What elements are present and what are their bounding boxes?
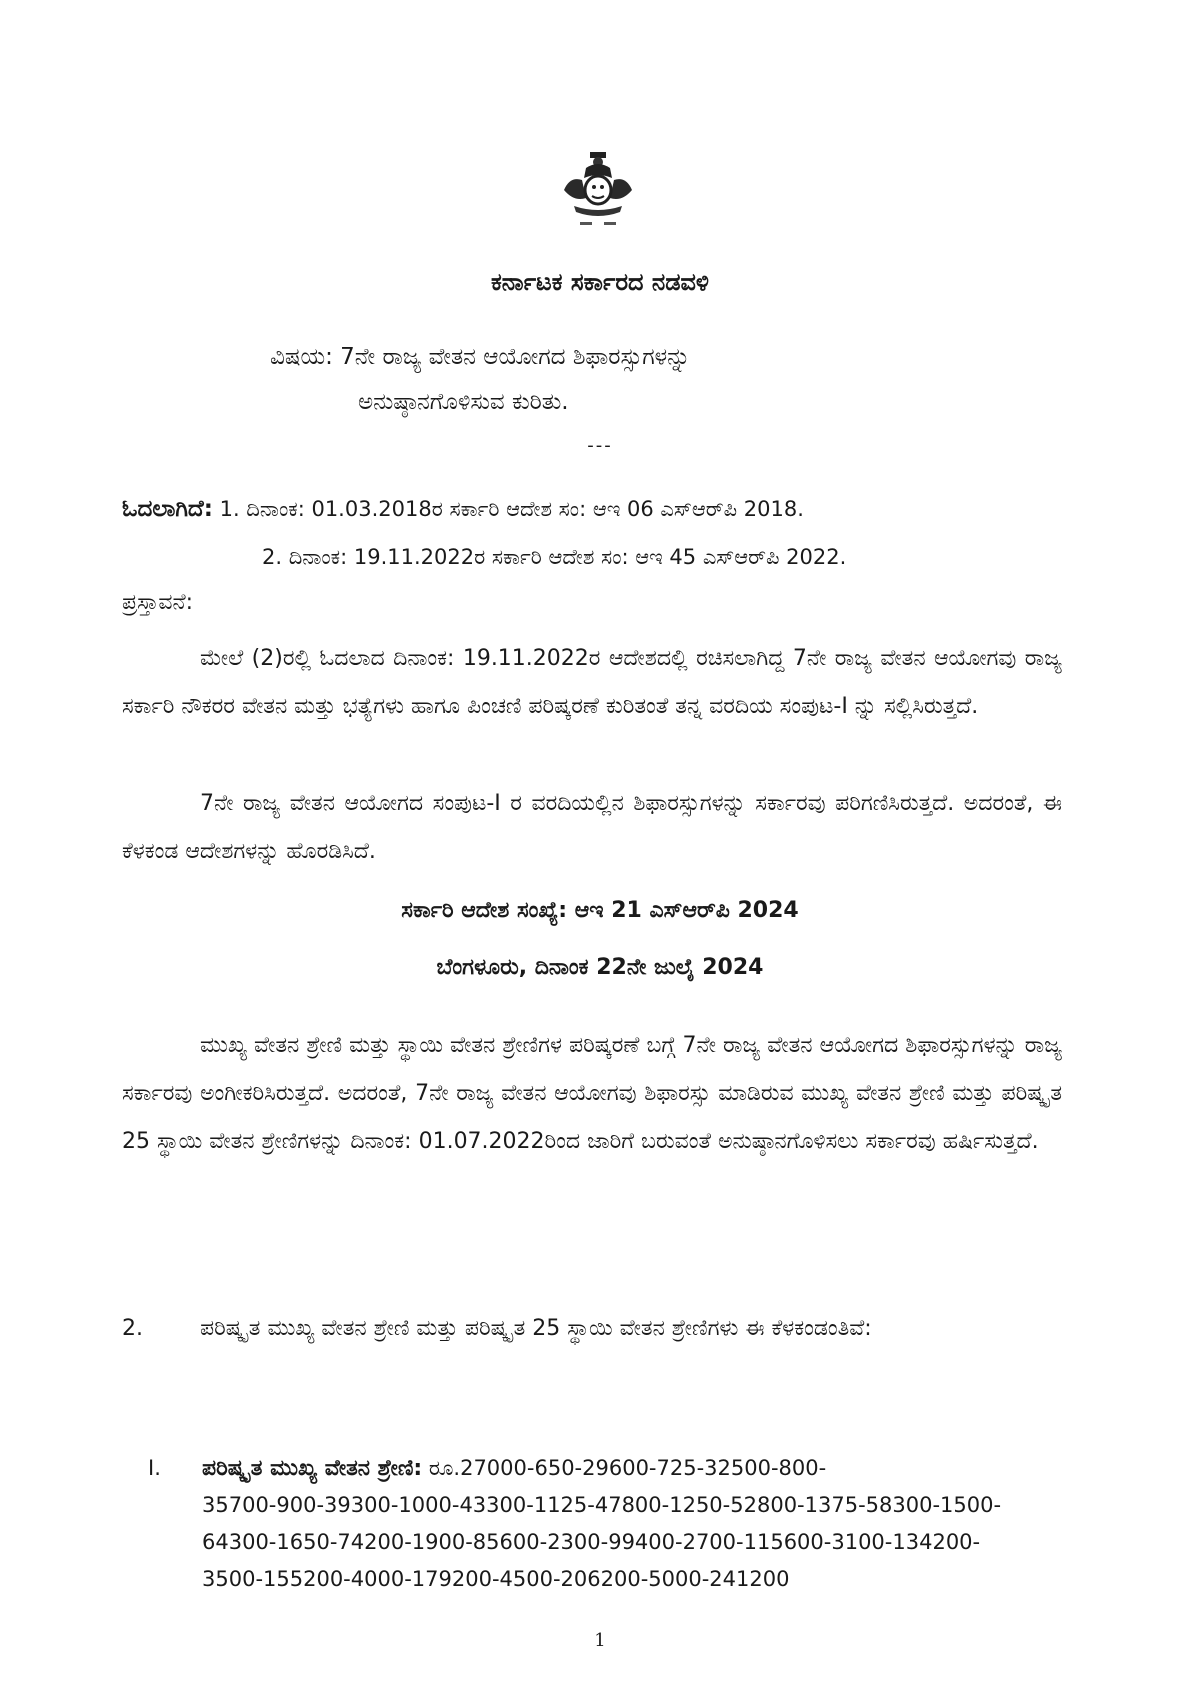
subject-block (270, 335, 990, 425)
subject-line-1: ವಿಷಯ: 7ನೇ ರಾಜ್ಯ ವೇತನ ಆಯೋಗದ ಶಿಫಾರಸ್ಸುಗಳನ್ನು (270, 344, 691, 370)
pay-scale-item (148, 1450, 1068, 1598)
pay-scale-line-3: 64300-1650-74200-1900-85600-2300-99400-2700-115600-3100-134200- (202, 1530, 981, 1554)
reference-item-1: 1. ದಿನಾಂಕ: 01.03.2018ರ ಸರ್ಕಾರಿ ಆದೇಶ ಸಂ: ಆಇ 06 ಎಸ್‌ಆರ್‌ಪಿ 2018. (219, 497, 804, 521)
paragraph-number: 2. (122, 1316, 143, 1341)
order-number: ಸರ್ಕಾರಿ ಆದೇಶ ಸಂಖ್ಯೆ: ಆಇ 21 ಎಸ್‌ಆರ್‌ಪಿ 2024 (401, 898, 799, 923)
preamble-paragraph-2: 7ನೇ ರಾಜ್ಯ ವೇತನ ಆಯೋಗದ ಸಂಪುಟ-I ರ ವರದಿಯಲ್ಲಿನ ಶಿಫಾರಸ್ಸುಗಳನ್ನು ಸರ್ಕಾರವು ಪರಿಗಣಿಸಿರುತ್ತದೆ. ಅದರಂತೆ, ಈ ಕೆಳಕಂಡ ಆದೇಶಗಳನ್ನು ಹೊರಡಿಸಿದೆ. (122, 791, 1062, 864)
pay-scale-title: ಪರಿಷ್ಕೃತ ಮುಖ್ಯ ವೇತನ ಶ್ರೇಣಿ: (202, 1456, 423, 1481)
order-place-date: ಬೆಂಗಳೂರು, ದಿನಾಂಕ 22ನೇ ಜುಲೈ 2024 (436, 955, 764, 980)
government-title: ಕರ್ನಾಟಕ ಸರ್ಕಾರದ ನಡವಳಿ (491, 268, 709, 296)
pay-scale-line-2: 35700-900-39300-1000-43300-1125-47800-1250-52800-1375-58300-1500- (202, 1493, 1002, 1517)
order-paragraph-2 (122, 1305, 1062, 1353)
order-paragraph-1: ಮುಖ್ಯ ವೇತನ ಶ್ರೇಣಿ ಮತ್ತು ಸ್ಥಾಯಿ ವೇತನ ಶ್ರೇಣಿಗಳ ಪರಿಷ್ಕರಣೆ ಬಗ್ಗೆ 7ನೇ ರಾಜ್ಯ ವೇತನ ಆಯೋಗದ ಶಿಫಾರಸ್ಸುಗಳನ್ನು ರಾಜ್ಯ ಸರ್ಕಾರವು ಅಂಗೀಕರಿಸಿರುತ್ತದೆ. ಅದರಂತೆ, 7ನೇ ರಾಜ್ಯ ವೇತನ ಆಯೋಗವು ಶಿಫಾರಸ್ಸು ಮಾಡಿರುವ ಮುಖ್ಯ ವೇತನ ಶ್ರೇಣಿ ಮತ್ತು ಪರಿಷ್ಕೃತ 25 ಸ್ಥಾಯಿ ವೇತನ ಶ್ರೇಣಿಗಳನ್ನು ದಿನಾಂಕ: 01.07.2022ರಿಂದ ಜಾರಿಗೆ ಬರುವಂತೆ ಅನುಷ್ಠಾನಗೊಳಿಸಲು ಸರ್ಕಾರವು ಹರ್ಷಿಸುತ್ತದೆ. (122, 1033, 1062, 1154)
reference-item-2: 2. ದಿನಾಂಕ: 19.11.2022ರ ಸರ್ಕಾರಿ ಆದೇಶ ಸಂ: ಆಇ 45 ಎಸ್‌ಆರ್‌ಪಿ 2022. (262, 545, 847, 569)
preamble-label: ಪ್ರಸ್ತಾವನೆ: (122, 590, 194, 615)
separator: --- (587, 435, 613, 456)
references-block (122, 485, 1082, 581)
pay-scale-line-4: 3500-155200-4000-179200-4500-206200-5000-241200 (202, 1567, 790, 1591)
page-number: 1 (594, 1630, 606, 1651)
subject-line-2: ಅನುಷ್ಠಾನಗೊಳಿಸುವ ಕುರಿತು. (358, 389, 569, 415)
karnataka-emblem-icon (556, 150, 640, 232)
pay-scale-roman-number: I. (148, 1456, 161, 1480)
preamble-paragraph-1: ಮೇಲೆ (2)ರಲ್ಲಿ ಓದಲಾದ ದಿನಾಂಕ: 19.11.2022ರ ಆದೇಶದಲ್ಲಿ ರಚಿಸಲಾಗಿದ್ದ 7ನೇ ರಾಜ್ಯ ವೇತನ ಆಯೋಗವು ರಾಜ್ಯ ಸರ್ಕಾರಿ ನೌಕರರ ವೇತನ ಮತ್ತು ಭತ್ಯೆಗಳು ಹಾಗೂ ಪಿಂಚಣಿ ಪರಿಷ್ಕರಣೆ ಕುರಿತಂತೆ ತನ್ನ ವರದಿಯ ಸಂಪುಟ-I ನ್ನು ಸಲ್ಲಿಸಿರುತ್ತದೆ. (122, 646, 1062, 719)
pay-scale-line-1: ರೂ.27000-650-29600-725-32500-800- (428, 1456, 827, 1480)
order-paragraph-2-text: ಪರಿಷ್ಕೃತ ಮುಖ್ಯ ವೇತನ ಶ್ರೇಣಿ ಮತ್ತು ಪರಿಷ್ಕೃತ 25 ಸ್ಥಾಯಿ ವೇತನ ಶ್ರೇಣಿಗಳು ಈ ಕೆಳಕಂಡಂತಿವೆ: (200, 1316, 872, 1341)
references-label: ಓದಲಾಗಿದೆ: (122, 496, 213, 522)
